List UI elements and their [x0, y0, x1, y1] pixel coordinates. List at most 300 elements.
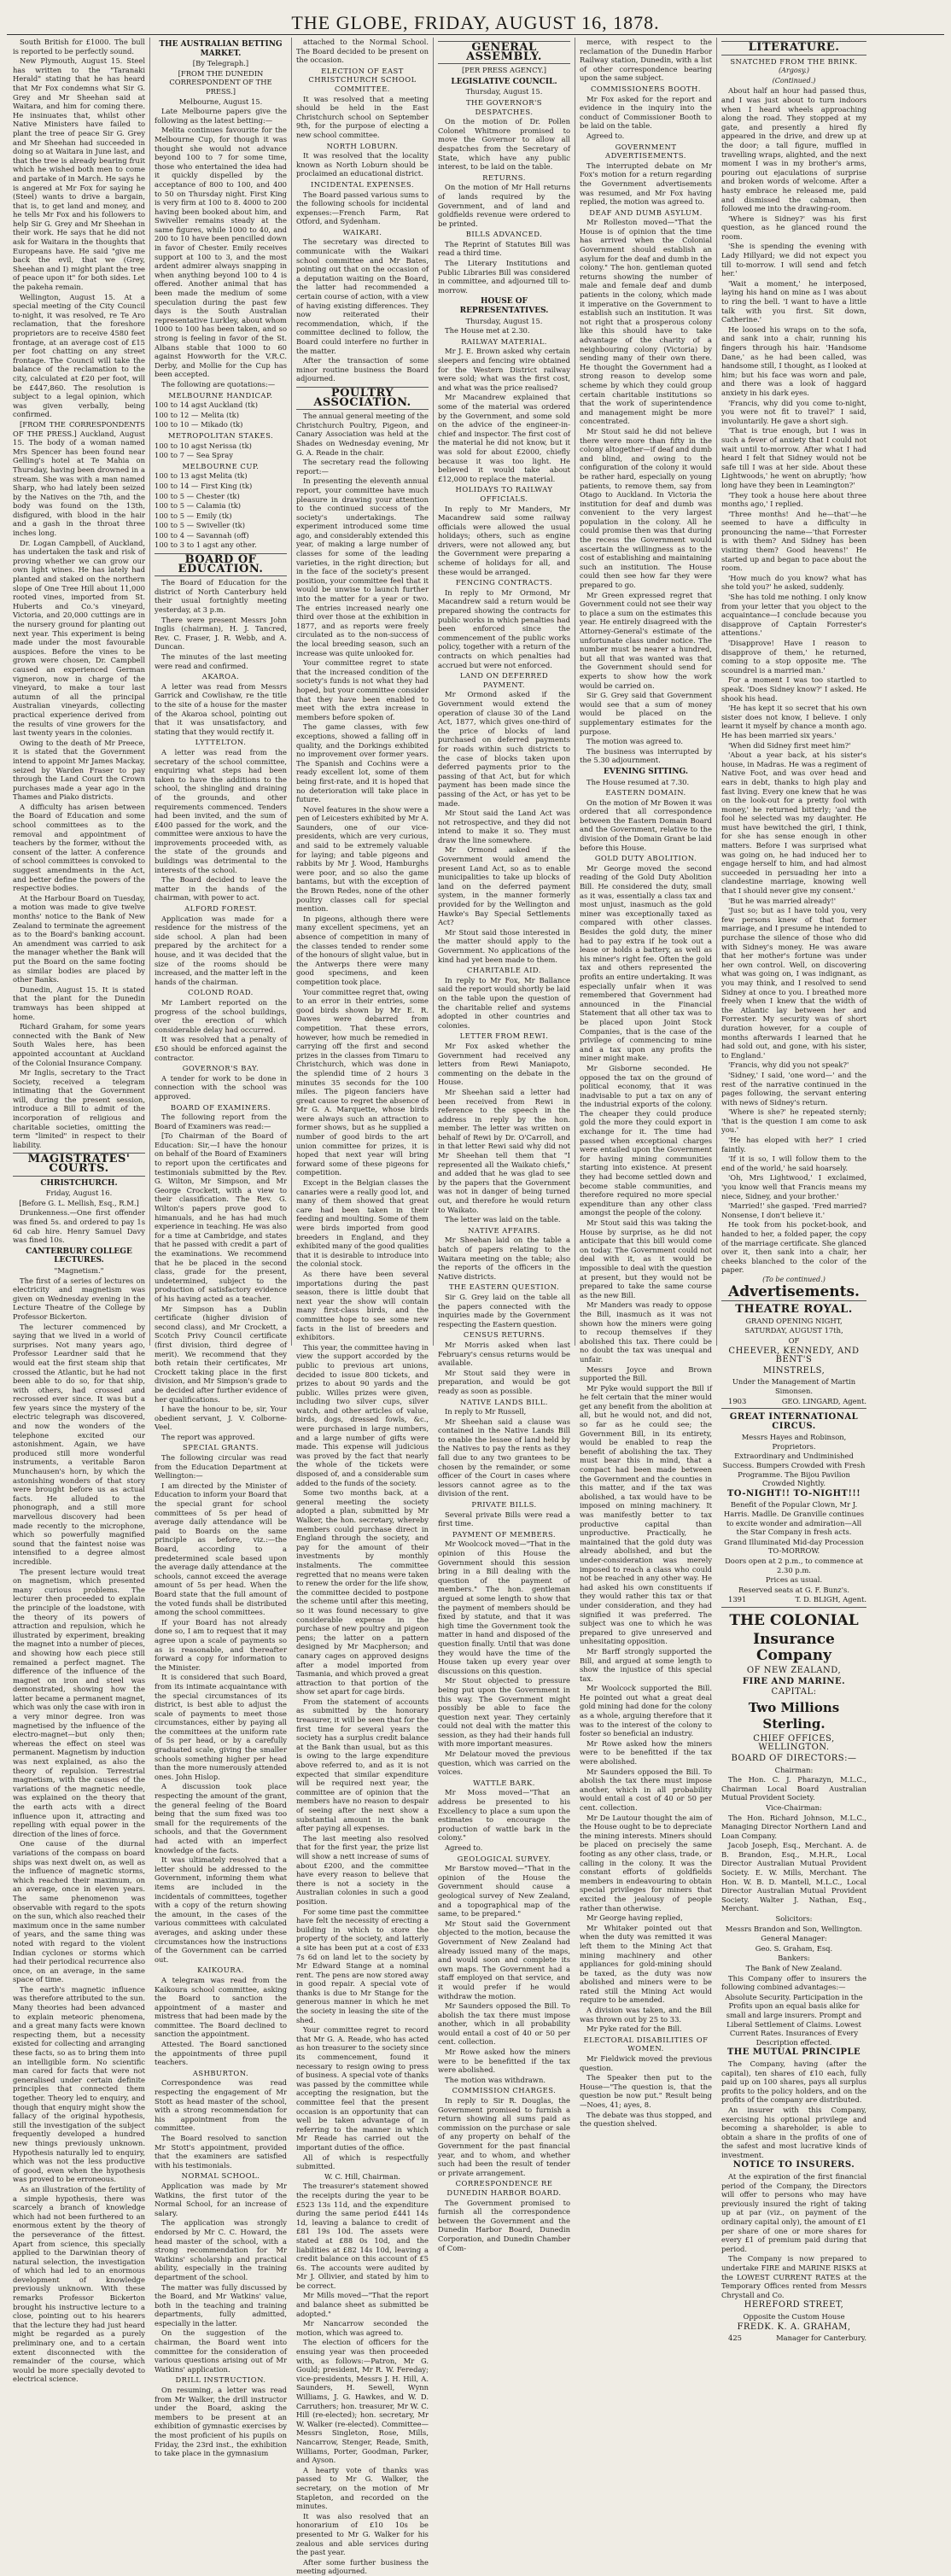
article-paragraph: Mr Sheehan said a clause was contained in the Native Lands Bill to enable the lessee of land held by the Natives to pay the rents as they fall due to any two grantees to be chosen by the remainder, or some officer of the Court in cases where lessors cannot agree as to the division of the rent. [438, 1417, 570, 1498]
bankers-text: The Bank of New Zealand. [745, 1964, 843, 1972]
betting-line: 100 to 13 agst Melita (tk) [155, 471, 248, 481]
story-title: SNATCHED FROM THE BRINK. [730, 56, 858, 66]
article-paragraph: Except in the Belgian classes the canaries were a really good lot, and many of them showed that great care had been taken in their feeding and moulting. Some of them were birds imported from good breeders in England, and they exhibited many of the good qualities that it is desirable to introduce into the colonial stock. [296, 1178, 429, 1269]
article-paragraph: Your committee regret to record that Mr G. A. Reade, who has acted as hon treasurer to the society since its commencement, found it necessary to resign owing to press of business. A special vote of thanks was passed by the committee while accepting the resignation, but the committee feel that the present occasion is an opportunity that can well be taken advantage of in referring to the manner in which Mr Reade has carried out the important duties of the office. [296, 2025, 429, 2152]
article-paragraph: Mr Rowe asked how the miners were to be benefitted if the tax were abolished. [580, 1738, 712, 1767]
article-paragraph: Wellington, August 15. At a special meeting of the City Council to-night, it was resolved, re Te Aro reclamation, that the foreshore proprietors are to receive 4580 feet frontage, at an average cost of £15 per foot chatting on any street frontage. The Council will take the balance of the reclamation to the city, calculated at £20 per foot, will be £447,860. The resolution is subject to a legal opinion, which was given verbally, being confirmed. [13, 292, 145, 419]
article-paragraph: One cause of the diurnal variations of the compass on board ships was next dwelt on, as well as the influence of magnetic storms, which reached their maximum, on an average, once in eleven years. The same phenomenon was observable with regard to the spots on the sun, which also reached their maximum once in the same number of years, and the same thing was noted with regard to the violent Indian cyclones or storms which had their periodical recurrence also once, on an average, in the same space of time. [13, 1839, 145, 1984]
article-paragraph: The earth's magnetic influence was therefore attributed to the sun. Many theories had been advanced to explain meteoric phenomena, and a great many facts were known respecting them, but a necessity existed for collecting and arranging these facts, so as to bring them into an intelligible form. No scientific man cared for facts that were not generalised under certain definite principles that connected them together. Theory led to enquiry, and though that enquiry might show the fallacy of the original hypothesis, still the investigation of the subject frequently developed a hundred new things previously unknown. Hypothesis naturally led to enquiry, which was not the less productive of good, even when the hypothesis was proved to be erroneous. [13, 1984, 145, 2184]
circus-line: Extraordinary and Undiminished Success. Bumpers Crowded with Fresh Programme. The Bijou Pavilion Crowded Nightly. [722, 1452, 866, 1488]
article-paragraph: Mr Woolcock supported the Bill. He pointed out what a great deal gold mining had done for the colony as a whole, arguing therefore that it was to the interest of the colony to foster so beneficial an industry. [580, 1684, 712, 1738]
subheading: LETTER FROM REWI. [459, 1031, 549, 1041]
article-paragraph: As an illustration of the fertility of a simple hypothesis, there was scarcely a branch of knowledge which had not been furthered to an enormous extent by the theory of the perseverance of the fittest. Apart from science, this specially applied to the Darwinian theory of natural selection, the investigation of which had led to an enormous development of knowledge previously unknown. With these remarks Professor Bickerton brought his instructive lecture to a close, pointing out to his hearers that the lecture they had just heard might be regarded as a purely preliminary one, and to a certain extent disconnected with the remainder of the course, which would be more specially devoted to electrical science. [13, 2184, 145, 2384]
agent-line [721, 1595, 866, 1604]
article-paragraph: It was resolved that the locality known as North Loburn should be proclaimed an educational district. [296, 151, 429, 178]
gm-label: General Manager: [761, 1934, 827, 1943]
article-paragraph: Mr Pyke would support the Bill if he felt certain that the miner would get any benefit from the abolition at all, but he would not, and did not, so far as he could see; the Government Bill, in its entirety, would be enabled to reap the benefit of abolishing the tax. They must bear this in mind, that a compact had been made between the Government and the counties in this matter, and if the tax was abolished, a tax would have to be imposed on mining machinery. It was manifestly better to tax productive capital than unproductive. Practically, he maintained that the gold duty was already abolished, and but the under-consideration was merely imposed to reach a class who could not be reached in any other way. He had asked his own constituents if they would rather this tax or that under consideration, and they had signified it was preferred. The subject was one to which he was prepared to give unreserved and unhesitating opposition. [580, 1383, 712, 1646]
insurance-paragraph: Absolute Security. Participation in the Profits upon an equal basis alike for small and large insurers. Prompt and Liberal Settlement of Claims. Lowest Current Rates. Insurances of Every Description effected. [725, 1992, 863, 2047]
story-paragraph: For a moment I was too startled to speak. 'Does Sidney know?' I asked. He shook his head. [721, 675, 866, 703]
article-paragraph: Mr Barff strongly supported the Bill, and argued at some length to show the injustice of this special tax. [580, 1646, 712, 1683]
article-paragraph: The election of officers for the ensuing year was then proceeded with, as follows:—Patron, Mr G. Gould; president, Mr R. W. Fereday; vice-presidents, Messrs J. H. Hill, A. Saunders, H. Sewell, Wynn Williams, J. G. Hawkes, and W. D. Carruthers; hon. treasurer, Mr W. C. Hill (re-elected); hon. secretary, Mr W. Walker (re-elected). Committee—Messrs Singleton, Rose, Mills, Nancarrow, Stenger, Reade, Smith, Williams, Porter, Goodman, Parker, and Ayson. [296, 2338, 429, 2465]
subheading: GOVERNMENT ADVERTISEMENTS. [605, 142, 686, 161]
subheading: KAIKOURA. [197, 1966, 244, 1975]
article-paragraph: Mr Whitaker pointed out that when the duty was remitted it was left them to the Mining Act that mining machinery and other appliances for gold-mining should be taxed, as the duty was now abolished and miners were to be rated still the Mining Act would require to be amended. [580, 1923, 712, 2005]
betting-heading: METROPOLITAN STAKES. [167, 430, 274, 440]
article-paragraph: On the suggestion of the chairman, the Board went into committee for the consideration of various questions arising out of Mr Watkins' application. [155, 2328, 287, 2374]
article-paragraph: [FROM THE CORRESPONDENTS OF THE PRESS.] Auckland, August 15. The body of a woman named Mrs Spencer has been found near Gelling's hotel at Te Mahia on Thursday, having been drowned in a stream. She was with a man named Sharp, who had lately been seized by the Natives on the 7th, and the body was found on the 13th, disfigured, with blood in the hair and a gash in the throat three inches long. [13, 419, 145, 538]
story-paragraph: 'She has told me nothing. I only know from your letter that you object to the acquaintance—I conclude because you disapprove of Captain Forrester's attentions.' [721, 593, 866, 638]
telegraph-line: [By Telegraph.] [192, 59, 249, 68]
article-paragraph: Mr Mills moved—"That the report and balance sheet as submitted be adopted." [296, 2291, 429, 2318]
article-paragraph: The Government promised to furnish all the correspondence between the Government and the Dunedin Harbor Board, Dunedin Corporation, and Dunedin Chamber of Com- [438, 2198, 570, 2252]
insurance-title-2: Insurance Company [753, 1630, 835, 1664]
management-line: Under the Management of Martin Simonsen. [732, 1377, 856, 1395]
section-heading-college: CANTERBURY COLLEGE LECTURES. [26, 1247, 132, 1265]
article-paragraph: The following circular was read from the Education Department at Wellington:— [155, 1453, 287, 1481]
chairman-label: Chairman: [774, 1765, 814, 1774]
article-paragraph: Mr Pyke rated for the Bill. [586, 2024, 682, 2034]
article-paragraph: New Plymouth, August 15. Steel has written to the "Taranaki Herald" stating that he has heard that Mr Fox condemns what Sir G. Grey and Mr Sheehan said at Waitara, and him for coming there. He insinuates that, whilst other Native Ministers have failed to plant the tree of peace Sir G. Grey and Mr Sheehan had succeeded in doing so at Waitara in June last, and that the tree is already bearing fruit which he wished both men to come and partake of in March. He says he is angered at Mr Fox for saying he (Steel) wants to drive a bargain, that is, to get land and money, and he tells Mr Fox and his followers to help Sir G. Grey and Mr Sheehan in their work. He says that he did not ask for Waitara in the thoughts that Europeans have. He said "give me back the evil, that we (Grey, Sheehan and I) might plant the tree of peace upon it" for both sides. Let the pakeha remain. [13, 56, 145, 292]
story-paragraph: 'Francis, why did you not speak?' [728, 1060, 849, 1070]
agency-line: [PER PRESS AGENCY.] [462, 66, 546, 75]
article-paragraph: A telegram was read from the Kaikoura school committee, asking the Board to sanction the appointment of a master and mistress that had been made by the committee. The Board declined to sanction the appointment. [155, 1975, 287, 2039]
article-paragraph: Messrs Joyce and Brown supported the Bill. [580, 1364, 712, 1383]
article-paragraph: Several private Bills were read a first time. [438, 1510, 570, 1528]
subheading: FENCING CONTRACTS. [455, 578, 553, 587]
article-paragraph: Mr Stout said they were in preparation, and would be got ready as soon as possible. [438, 1368, 570, 1395]
article-paragraph: The treasurer's statement showed the receipts during the year to be £523 13s 11d, and the expenditure during the same period £441 14s 1d, leaving a balance to credit of £81 19s 10d. The assets were stated at £88 0s 10d, and the liabilities at £82 14s 10d, leaving a credit balance on this account of £5 6s. The accounts were audited by Mr J. Ollivier, and stated by him to be correct. [296, 2182, 429, 2290]
article-paragraph: Mr Fieldwick moved the previous question. [580, 2054, 712, 2072]
subheading: WAIKARI. [342, 227, 382, 237]
subheading: CORRESPONDENCE RE DUNEDIN HARBOR BOARD. [446, 2179, 562, 2197]
agent-name: T. D. BLIGH, Agent. [795, 1595, 866, 1604]
subheading: AKAROA. [201, 672, 240, 681]
article-paragraph: The secretary read the following report:— [296, 458, 429, 476]
betting-line: 100 to 5 — Calamia (tk) [155, 501, 242, 511]
manager-line [721, 2334, 866, 2343]
article-paragraph: Mr Stout said he did not believe there were more than fifty in the colony altogether—if deaf and dumb and blind, and owing to the configuration of the colony it would be rather hard, especially on young patients, to remove them, say from Otago to Auckland. In Victoria the institution for deaf and dumb was convenient to the very largest population in the colony. All he could promise then was that during the recess the Government would ascertain the willingness as to the cost of establishing and maintaining such an institution. The House could then see how far they were prepared to go. [580, 426, 712, 590]
article-paragraph: After some further business the meeting adjourned. [296, 2557, 429, 2576]
article-paragraph: Drunkenness.—One first offender was fined 5s. and ordered to pay 1s 6d cab hire. Henry Samuel Davy was fined 10s. [13, 1208, 145, 1245]
betting-line: 100 to 12 — Melita (tk) [155, 410, 239, 419]
ad-number: 425 [728, 2334, 742, 2343]
subheading: ASHBURTON. [192, 2068, 249, 2077]
story-paragraph: 'If it is so, I will follow them to the end of the world,' he said hoarsely. [721, 1154, 866, 1172]
article-paragraph: As there have been several importations during the past season, there is little doubt that next year the show will contain many first-class birds, and the committee hope to see some new facts in the list of breeders and exhibitors. [296, 1269, 429, 1342]
article-paragraph: The report was approved. [161, 1432, 255, 1441]
article-paragraph: Agreed to. [586, 131, 625, 140]
subheading: GEOLOGICAL SURVEY. [457, 1854, 551, 1863]
article-paragraph: In reply to Sir R. Douglas, the Government promised to furnish a return showing all sums paid as commission on the purchase or sale of any property on behalf of the Government for the past financial year, and to whom, and whether such had been the result of tender or private arrangement. [438, 2096, 570, 2177]
story-paragraph: 'Oh, Mrs Lightwood,' I exclaimed, 'you know well that Francis means my niece, Sidney, and your brother.' [721, 1173, 866, 1200]
article-paragraph: At the Harbour Board on Tuesday, a motion was made to give twelve months' notice to the Bank of New Zealand to terminate the agreement as to the Board's banking account. An amendment was carried to ask the manager whether the Bank will put the Board on the same footing as similar bodies are placed by other Banks. [13, 893, 145, 984]
columns [9, 38, 944, 2576]
subheading: THE GOVERNOR'S DESPATCHES. [465, 97, 543, 116]
article-paragraph: A letter was read from Messrs Garrick and Cowlishaw, re the title to the site of a house for the master of the Akaroa school, pointing out that it was unsatisfactory, and stating that they would rectify it. [155, 681, 287, 736]
article-paragraph: The Speaker then put to the House—"The question is, that the question be now put." Result being—Noes, 41; ayes, 8. [580, 2073, 712, 2109]
betting-line: 100 to 5 — Chester (tk) [155, 491, 240, 500]
ad-number: 1903 [728, 1396, 747, 1405]
article-paragraph: The first of a series of lectures on electricity and magnetism was given on Wednesday evening in the Lecture Theatre of the College by Professor Bickerton. [13, 1276, 145, 1321]
article-paragraph: The business was interrupted by the 5.30 adjournment. [580, 746, 712, 765]
ad-number: 1391 [728, 1595, 747, 1604]
article-paragraph: Mr De Lautour thought the aim of the House ought to be to depreciate the mining interests. Miners should be placed on precisely the same footing as any other class, trade, or calling in the colony. It was the constant efforts of goldfields members in endeavouring to obtain special privileges for miners that excited the jealousy of people rather than otherwise. [580, 1813, 712, 1913]
article-paragraph: In pigeons, although there were many excellent specimens, yet an absence of competition in many of the classes tended to render some of the honours of slight value, but in the Antwerps there were many good specimens, and keen competition took place. [296, 914, 429, 986]
circus-line: Doors open at 2 p.m., to commence at 2.30 p.m. [725, 1557, 863, 1574]
manager-title: Manager for Canterbury. [776, 2334, 866, 2343]
article-paragraph: A tender for work to be done in connection with the school was approved. [155, 1073, 287, 1101]
article-paragraph: On resuming, a letter was read from Mr Walker, the drill instructor under the Board, asking the members to be present at an exhibition of gymnastic exercises by the most proficient of his pupils on Friday, the 23rd inst., the exhibition to take place in the gymnasium [155, 2386, 287, 2458]
article-paragraph: The present lecture would treat on magnetism, which presented many curious problems. The lecturer then proceeded to explain the principle of the loadstone, with the theory of its powers of attraction and repulsion, which he illustrated by experiment, breaking the magnet into a number of pieces, and showing how each piece still remained a perfect magnet. The difference of the influence of the magnet on iron and steel was demonstrated, showing how the latter became a permanent magnet, which was only the case with iron in a very minor degree. Iron was magnetised by the influence of the electro-magnet—but only then; whereas the effect on steel was permanent. Magnetism by induction was next explained, as also the theory of repulsion. Terrestrial magnetism, with the causes of the variations of the magnetic needle, was explained on the theory that the earth acts with a direct influence upon it, attracting and repelling with equal power in the direction of the lines of force. [13, 1567, 145, 1838]
article-paragraph: The secretary was directed to communicate with the Waikari school committee and Mr Bates, pointing out that on the occasion of a deputation waiting on the Board, the latter had recommended a certain course of action, with a view of having existing differences. They now reiterated their recommendation, which, if the committee declined to follow, the Board could interfere no further in the matter. [296, 237, 429, 355]
article-paragraph: The Board decided to leave the matter in the hands of the chairman, with power to act. [155, 875, 287, 902]
story-paragraph: 'They took a house here about three months ago,' I replied. [721, 490, 866, 509]
to-be-continued: (To be continued.) [762, 1275, 826, 1283]
subheading: BILLS ADVANCED. [465, 230, 543, 239]
betting-line: 100 to 14 — First King (tk) [155, 481, 253, 490]
article-paragraph: Mr George moved the second reading of the Gold Duty Abolition Bill. He considered the duty, small as it was, essentially a class tax and most unjust, inasmuch as the gold miner was exceptionally taxed as compared with other classes. Besides the gold duty, the miner had to pay extra if he took out a lease or holds a battery, as well as his miner's right fee. Often the gold tax and others represented the profits an entire undertaking. It was especially unfair when it was remembered that Government had announced in the Financial Statement that all other tax was to be placed upon Joint Stock Companies, that is the case of the privilege of commencing to mine and a tax upon any profits the miner might make. [580, 863, 712, 1063]
agent-line [721, 1397, 866, 1406]
article-paragraph: Mr Fox asked whether the Government had received any letters from Rewi Maniapoto, commenting on the debate in the House. [438, 1041, 570, 1087]
subheading: INCIDENTAL EXPENSES. [310, 179, 414, 189]
article-paragraph: Mr Rowe asked how the miners were to be benefitted if the tax were abolished. [438, 2047, 570, 2075]
betting-line: 100 to 5 — Emily (tk) [155, 511, 232, 520]
article-paragraph: A difficulty has arisen between the Board of Education and some school committees as to the removal and appointment of teachers by the former, without the consent of the latter. A conference of school committees is convoked to suggest amendments in the Act, and better define the powers of the respective bodies. [13, 802, 145, 893]
article-paragraph: I am directed by the Minister of Education to inform your Board that the special grant for school committees of 5s per head of average daily attendance will be paid to Boards on the same principle as before, viz.:—the Board, according to a predetermined scale based upon the average daily attendance at the schools, cannot exceed the average amount of 5s per head. When the Board state that the full amount of the voted funds shall be distributed among the school committees. [155, 1481, 287, 1617]
date-line: Friday, August 16. [45, 1189, 113, 1198]
insurance-ad [721, 1607, 866, 2343]
article-paragraph: Mr Ormond asked if the Government would amend the present Land Act, so as to enable municipalities to take up blocks of land on the deferred payment system, in the manner formerly provided for by the Wellington and Hawke's Bay Special Settlements Act? [438, 845, 570, 927]
opening-line: GRAND OPENING NIGHT, [745, 1316, 843, 1325]
subheading: BOARD OF EXAMINERS. [170, 1102, 271, 1112]
betting-heading: MELBOURNE HANDICAP. [168, 390, 273, 400]
article-paragraph: Mr Inglis, secretary to the Tract Society, received a telegram intimating that the Government will, during the present session, introduce a Bill to admit of the incorporation of religious and charitable societies, omitting the term "limited" in respect to their liability. [13, 1068, 145, 1149]
article-paragraph: It was ultimately resolved that a letter should be addressed to the Government, informing them what items are included in the incidentals of committees, together with a copy of the return showing the amount, in the cases of the various committees with calculated averages, and asking under these circumstances how the instructions of the Government can be carried out. [155, 1855, 287, 1964]
column-4 [434, 38, 575, 2252]
subheading: DRILL INSTRUCTION. [175, 2375, 266, 2385]
article-paragraph: Novel features in the show were a pen of Leicesters exhibited by Mr A. Saunders, one of our vice-presidents, which are very curious, and said to be extremely valuable for laying; and table pigeons and rabbits by Mr J. Wood, Hamburghs were poor, and so also the game bantams, but with the exception of the Brown Redes, none of the other poultry classes call for special mention. [296, 804, 429, 914]
article-paragraph: Your committee regret that, owing to an error in their entries, some good birds shown by Mr E. R. Dawes were debarred from competition. That these errors, however, how much be remedied in carrying off the first and second prizes in the classes from Timaru to Christchurch, which was done in the splendid time of 2 hours 3 minutes 35 seconds for the 100 miles. The pigeon fanciers have great cause to regret the absence of Mr G. A. Marquette, whose birds were always such an attraction to former shows, but as he supplied a number of good birds to the art union committee for prizes, it is hoped that next year will bring forward some of these pigeons for competition. [296, 987, 429, 1177]
article-paragraph: The following report from the Board of Examiners was read:— [155, 1113, 287, 1130]
column-2 [150, 38, 292, 2458]
article-paragraph: attached to the Normal School. The Board decided to be present on the occasion. [296, 38, 429, 65]
article-paragraph: It was resolved that a penalty of £50 should be enforced against the contractor. [155, 1035, 287, 1062]
betting-line: 100 to 10 agst Nerissa (tk) [155, 441, 252, 450]
section-heading-literature: LITERATURE. [721, 41, 866, 55]
subheading: RETURNS. [482, 172, 526, 182]
circus-ad [721, 1408, 866, 1604]
story-paragraph: 'Married!' she gasped. 'Fred married? Nonsense, I don't believe it.' [721, 1201, 866, 1219]
article-paragraph: The last meeting also resolved that for the first year, the prize list will show a nett increase of sums of about £200, and the committee have every reason to believe that there is not a society in the Australian colonies in such a good position. [296, 1833, 429, 1906]
subheading: DEAF AND DUMB ASYLUM. [589, 207, 703, 217]
subheading: NORTH LOBURN. [326, 141, 399, 150]
article-paragraph: Application was made by Mr Watkins, the first tutor of the Normal School, for an increase of salary. [155, 2181, 287, 2217]
article-paragraph: A division was taken, and the Bill was thrown out by 25 to 33. [580, 2006, 712, 2024]
betting-list [155, 391, 287, 551]
chief-offices: CHIEF OFFICES, WELLINGTON. [753, 1733, 835, 1753]
subheading: RAILWAY MATERIAL. [461, 336, 547, 346]
article-paragraph: Mr Barstow moved—"That in the opinion of the House the Government should cause a geological survey of New Zealand, and a topographical map of the same, to be prepared." [438, 1864, 570, 1919]
agent-name: GEO. LINGARD, Agent. [781, 1396, 866, 1405]
article-paragraph: Mr Stout said those interested in the matter should apply to the Government. No applications of the kind had yet been made to them. [438, 927, 570, 964]
article-paragraph: From the statement of accounts as submitted by the honorary treasurer, it will be seen that for the first time for several years the society has a surplus credit balance at the Bank than usual, but as this is owing to the large expenditure above referred to, and as it is not expected that similar expenditure will be required next year, the committee are of opinion that the members have no reason to despair of seeing after the next show a substantial amount in the bank after paying all expenses. [296, 1697, 429, 1833]
mutual-heading: THE MUTUAL PRINCIPLE [726, 2047, 861, 2058]
article-paragraph: In presenting the eleventh annual report, your committee have much pleasure in drawing your attention to the continued success of the society's undertakings. The experiment introduced some time ago, and considerably extended this year, of making a large number of classes for some of the leading varieties, in the right direction; but in the face of the society's present position, your committee feel that it would be unwise to launch further into the matter for a year or two. The entries increased nearly one third over those at the exhibition in 1877, and as reports were freely circulated as to the non-success of the local breeding season, such an increase was quite unlooked for. [296, 476, 429, 657]
date-line: Melbourne, August 15. [178, 96, 263, 106]
article-paragraph: Dr. Logan Campbell, of Auckland, has undertaken the task and risk of proving whether we can grow our own light wines. He has lately had planted and staked on the northern slope of One Tree Hill about 11,000 rooted vines, imported from St. Huberts and Co.'s vineyard, Victoria, and 20,000 cuttings are in the nursery ground for planting out next year. This experiment is being made under the most favourable auspices. Before the vines to be grown were chosen, Dr. Campbell caused an experienced German vigneron, now in charge of the vineyard, to make a tour last autumn of all the principal Australian vineyards, collecting practical experience derived from the results of vine growers for the last twenty years in the colonies. [13, 538, 145, 738]
betting-line: 100 to 5 — Swiveller (tk) [155, 521, 245, 530]
story-paragraph: 'Disapprove! Have I reason to disapprove of them,' he returned, coming to a stop opposite me. 'The scoundrel is a married man.' [721, 639, 866, 675]
article-paragraph: For some time past the committee have felt the necessity of erecting a building in which to store the property of the society, and latterly a site has been put at a cost of £33 7s 6d on land let to the society by Mr Edward Stange at a nominal rent. The pens are now stored away in good repair. A special vote of thanks is due to Mr Stange for the generous manner in which he met the society in leasing the site of the shed. [296, 1907, 429, 2024]
subheading: EASTERN DOMAIN. [605, 788, 686, 797]
story-paragraph: 'Francis, why did you come to-night, you were not fit to travel?' I said, involuntarily. He gave a short sigh. [721, 398, 866, 425]
subheading: GOLD DUTY ABOLITION. [594, 854, 697, 863]
article-paragraph: Sir G. Grey laid on the table all the papers connected with the inquiries made by the Government respecting the Eastern question. [438, 1292, 570, 1329]
insurance-paragraph: This Company offer to insurers the following combined advantages:— [721, 1973, 866, 1992]
article-paragraph: The application was strongly endorsed by Mr C. C. Howard, the head master of the school, with a strong recommendation for Mr Watkins' scholarship and practical ability, especially in the training department of the school. [155, 2218, 287, 2281]
subheading: COMMISSIONERS BOOTH. [591, 84, 701, 93]
article-paragraph: After the transaction of some minor routine business the Board adjourned. [296, 356, 429, 383]
subheading: ELECTORAL DISABILITIES OF WOMEN. [583, 2035, 709, 2053]
circus-line: Grand Illuminated Mid-day Procession TO-MORROW. [724, 1537, 864, 1556]
advertisements-heading: Advertisements. [728, 1282, 860, 1300]
article-paragraph: A letter was read from the secretary of the school committee, enquiring what steps had been taken to have the additions to the school, the shingling and draining of the grounds, and other requirements commenced. Tenders had been invited, and the sum of £400 passed for the work, and the committee were anxious to have the improvements proceeded with, as the state of the grounds and buildings was detrimental to the interests of the school. [155, 747, 287, 874]
solicitors-text: Messrs Brandon and Son, Wellington. [725, 1924, 863, 1933]
article-paragraph: Mr Morris asked when last February's census returns would be available. [438, 1340, 570, 1368]
subheading: EVENING SITTING. [604, 767, 688, 776]
section-heading-betting: THE AUSTRALIAN BETTING MARKET. [159, 40, 283, 58]
article-paragraph: This year, the committee having in view the support accorded by the public to previous art unions, decided to issue 800 tickets, and prizes to about 90 yards and the public. Willes prizes were given, including two silver cups, silver watch, and other articles of value, birds, dogs, dressed fowls, &c., were purchased in large numbers, and a large number of gifts were made. This expense will judicious was proved by the fact that nearly the whole of the tickets were disposed of, and a considerable sum added to the funds of the society. [296, 1342, 429, 1487]
subheading: ELECTION OF EAST CHRISTCHURCH SCHOOL COMMITTEE. [308, 66, 417, 93]
story-paragraph: 'Where is Sidney?' was his first question, as he glanced round the room. [721, 213, 866, 241]
vice-text: The Hon. Richard Johnson, M.L.C., Managing Director Northern Land and Loan Company. [721, 1813, 866, 1840]
article-paragraph: The Literary Institutions and Public Libraries Bill was considered in committee, and adjourned till to-morrow. [438, 259, 570, 295]
article-paragraph: Mr Stout said the Land Act was not retrospective, and they did not intend to make it so. They must draw the line somewhere. [438, 809, 570, 844]
article-paragraph: It was also resolved that an honorarium of £10 10s be presented to Mr G. Walker for his zealous and able services during the past year. [296, 2511, 429, 2557]
circus-proprietors: Messrs Hayes and Robinson, Proprietors. [741, 1433, 847, 1451]
story-paragraph: 'Where is she?' he repeated sternly; 'that is the question I am come to ask you.' [721, 1107, 866, 1135]
tonight-banner: TO-NIGHT!! TO-NIGHT!!! [726, 1488, 861, 1498]
section-heading-poultry: POULTRY ASSOCIATION. [296, 387, 429, 410]
article-paragraph: Mr Green expressed regret that Government could not see their way to place a sum on the estimates this year. He entirely disagreed with the Attorney-General's estimate of the unfortunate class under notice. The number must be nearer a hundred, but all that was wanted was that the Government should send for experts to show how the work would be carried on. [580, 590, 712, 690]
article-paragraph: The matter was fully discussed by the Board, and Mr Watkins' value, both in the teaching and training departments, fully admitted, especially in the latter. [155, 2282, 287, 2328]
article-paragraph: Late Melbourne papers give the following as the latest betting:— [155, 107, 287, 125]
address-opposite: Opposite the Custom House [743, 2311, 845, 2321]
circus-title: GREAT INTERNATIONAL CIRCUS. [729, 1412, 859, 1431]
article-paragraph: On the motion of Mr Bowen it was ordered that all correspondence between the Eastern Domain Board and the Government, relative to the division of the Domain Grant be laid before this House. [580, 797, 712, 852]
article-paragraph: I have the honour to be, sir, Your obedient servant, J. V. Colborne-Veel. [155, 1405, 287, 1432]
subheading: NATIVE LANDS BILL. [460, 1397, 548, 1406]
insurance-paragraph: At the expiration of the first financial period of the Company, the Directors will offer to persons who may have previously insured the right of taking up at par (viz., on payment of the ordinary capital only), the amount of £1 per share of one or more shares for every £1 of premium paid during that period. [721, 2172, 866, 2253]
subheading: CHARITABLE AID. [467, 966, 541, 975]
article-paragraph: In reply to Mr Manders, Mr Macandrew said some railway officials were allowed the usual holidays; others, such as engine drivers, were not allowed any, but the Government were preparing a scheme of holidays for all, and these would be arranged. [438, 504, 570, 576]
story-paragraph: He took from his pocket-book, and handed to her, a folded paper, the copy of the marriage certificate. She glanced over it, then sank into a chair, her cheeks blanched to the color of the paper. [721, 1220, 866, 1275]
article-paragraph: It was resolved that a meeting should be held in the East Christchurch school on September 9th, for the purpose of electing a new school committee. [296, 94, 429, 139]
betting-line: 100 to 10 — Mikado (tk) [155, 420, 243, 429]
directors-list: Jacob Joseph, Esq., Merchant. A. de B. Brandon, Esq., M.H.R., Local Director Australian Mutual Provident Society. E. W. Mills, Merchant. The Hon. W. B. D. Mantell, M.L.C., Local Director Australian Mutual Provident Society. Walter J. Nathan, Esq., Merchant. [721, 1841, 866, 1913]
article-paragraph: It is considered that such Board, from its intimate acquaintance with the special circumstances of its district, is best able to adjust the scale of payments to meet those circumstances, either by paying all the committees at the uniform rate of 5s per head, or by a carefully graduated scale, giving the smaller schools something higher per head than the more numerously attended ones. John Hislop. [155, 1673, 287, 1781]
subheading: HOLIDAYS TO RAILWAY OFFICIALS. [455, 485, 553, 503]
insurance-title-1: THE COLONIAL [729, 1611, 859, 1629]
story-paragraph: He loosed his wraps on to the sofa, and sank into a chair, running his fingers through his hair. 'Handsome Dane,' as he had been called, was handsome still, I thought, as I looked at him; but his face was worn and pale, and there was a look of haggard anxiety in his dark eyes. [721, 324, 866, 397]
subheading: LYTTELTON. [195, 738, 247, 747]
article-paragraph: The annual general meeting of the Christchurch Poultry, Pigeon, and Canary Association was held at the Shades on Wednesday evening, Mr G. A. Reade in the chair. [296, 412, 429, 457]
article-paragraph: Mr Sheehan laid on the table a batch of papers relating to the Waitara meeting on the table; also the reports of the officers in the Native districts. [438, 1235, 570, 1281]
article-paragraph: All of which is respectfully submitted. [296, 2153, 429, 2171]
capital-amount: Two Millions Sterling. [748, 1699, 840, 1732]
column-3 [292, 38, 434, 2576]
article-paragraph: In reply to Mr Fox, Mr Ballance said the report would shortly be laid on the table upon the question of the charitable relief and systems adopted in other countries and colonies. [438, 975, 570, 1030]
article-paragraph: The following are quotations:— [161, 379, 276, 388]
article-paragraph: Mr Stout said the Government objected to the motion, because the Government of New Zealand had already issued many of the maps, and would soon and complete its own maps. The Government had a staff employed on that service, and it would prefer if he would withdraw the motion. [438, 1919, 570, 2001]
subheading: ALFORD FOREST. [184, 904, 257, 914]
date-line: SATURDAY, AUGUST 17th, [744, 1326, 843, 1335]
troupe-name: CHEEVER, KENNEDY, AND BENT'S [728, 1346, 860, 1365]
article-paragraph: If your Board has not already done so, I am to request that it may agree upon a scale of payments so as is reasonable, and thereafter forward a copy for information to the Minister. [155, 1617, 287, 1672]
betting-line: 100 to 3 to 1 agst any other. [155, 540, 257, 550]
article-paragraph: Mr Nancarrow seconded the motion, which was agreed to. [296, 2319, 429, 2337]
betting-heading: MELBOURNE CUP. [182, 461, 260, 470]
subheading: WATTLE BARK. [473, 1778, 535, 1787]
circus-line: Benefit of the Popular Clown, Mr J. Harris. Madlle. De Granville continues to excite wonder and admiration—All the Star Company in fresh acts. [723, 1500, 865, 1537]
article-paragraph: A hearty vote of thanks was passed to Mr G. Walker, the secretary, on the motion of Mr Stapleton, and recorded on the minutes. [296, 2465, 429, 2511]
from-line: [FROM THE DUNEDIN CORRESPONDENT OF THE PRESS.] [169, 68, 272, 96]
masthead: THE GLOBE, FRIDAY, AUGUST 16, 1878. [7, 12, 944, 35]
subheading: GOVERNOR'S BAY. [182, 1064, 260, 1073]
subheading: CHRISTCHURCH. [40, 1178, 118, 1188]
article-paragraph: The lecturer commenced by saying that we lived in a world of surprises. Not many years ago, Professor Leardner said that he would eat the first steam ship that crossed the Atlantic, but he had not been able to do so, for that ship, with others, had crossed and recrossed ever since. It was but a few years since the mystery of the electric telegraph was discovered, and now the wonders of the telephone excited our astonishment. Again, we have produced still more wonderful instruments, a veritable Baron Munchausen's horn, by which the astonishing wonders of that story were brought before us as actual facts. He alluded to the phonograph, and a still more marvellous discovery had been made recently to the microphone, which so powerfully magnified sound that the faintest noise was intensified to a degree almost incredible. [13, 1322, 145, 1566]
insurance-type: FIRE AND MARINE. [742, 1676, 846, 1686]
story-paragraph: 'When did Sidney first meet him?' [728, 740, 851, 750]
article-paragraph: On the motion of Dr. Pollen Colonel Whitmore promised to move the Governor to allow all despatches from the Secretary of State, which have any public interest, to be laid on the table. [438, 117, 570, 172]
article-paragraph: Mr Saunders opposed the Bill. To abolish the tax there must impose another, which in all probability would entail a cost of 40 or 50 per cent. collection. [580, 1767, 712, 1812]
article-paragraph: In reply to Mr Russell, [445, 1407, 527, 1417]
column-6 [717, 38, 871, 2343]
manager-name: FREDK. K. A. GRAHAM, [737, 2322, 851, 2332]
story-paragraph: 'But he was married already!' [728, 896, 836, 905]
column-5 [575, 38, 717, 2129]
betting-line: 100 to 14 agst Auckland (tk) [155, 400, 258, 410]
article-paragraph: On the motion of Mr Hall returns of lands required by the Government, and of land and goldfields revenue were ordered to be printed. [438, 183, 570, 228]
article-paragraph: Mr George having replied, [586, 1913, 683, 1923]
article-paragraph: The Board resolved to sanction Mr Stott's appointment, provided that the examiners are satisfied with his testimonials. [155, 2134, 287, 2170]
theatre-title: THEATRE ROYAL. [735, 1303, 853, 1317]
continued-label: (Continued.) [772, 76, 816, 85]
gm-text: Geo. S. Graham, Esq. [755, 1943, 833, 1953]
insurance-paragraph: An insurer with this Company, exercising his optional privilege and becoming a shareholder, is able to obtain a share in the profits of one of the safest and most lucrative kinds of investment. [721, 2105, 866, 2159]
article-paragraph: Dunedin, August 15. It is stated that the plant for the Dunedin tramways has been shipped at home. [13, 984, 145, 1021]
article-paragraph: Mr Ormond asked if the Government would extend the operation of clause 30 of the Land Act, 1877, which gives one-third of the price of blocks of land purchased on deferred payments for roads within such districts to the case of blocks taken upon deferred payments prior to the passing of that Act, but for which payment has been made since the passing of the Act, or has yet to be made. [438, 690, 570, 808]
insurance-paragraph: The Company is now prepared to undertake FIRE and MARINE RISKS at the LOWEST CURRENT RATES at the Temporary Offices rented from Messrs Chrystall and Co. [721, 2254, 866, 2299]
solicitors-label: Solicitors: [775, 1914, 813, 1924]
of-line: OF [788, 1335, 800, 1345]
article-paragraph: Some two months back, at a general meeting the society adopted a plan, submitted by Mr Walker, the hon. secretary, whereby members could purchase direct in England through the society, and pay for the amount of their investments by monthly instalments. The committee regretted that no means were taken to renew the order for the life show, the committee decided to postpone the scheme until after this meeting, so it was found necessary to give considerable expense in the purchase of new poultry and pigeon pens; the latter on a pattern designed by Mr Macpherson; and canary cages on approved designs after a model imported from Tasmania, and which proved a great attraction to that portion of the show set apart for cage birds. [296, 1488, 429, 1697]
notice-heading: NOTICE TO INSURERS. [732, 2160, 855, 2170]
story-paragraph: About half an hour had passed thus, and I was just about to turn indoors when I heard wheels approaching along the road. They stopped at my gate, and presently a hired fly appeared in the drive, and drew up at the door; a tall figure, muffled in travelling wraps, alighted, and the next moment I was in my brother's arms, pouring out ejaculations of surprise and broken words of welcome. After a hasty embrace he released me, paid and dismissed the cabman, then followed me into the drawing-room. [721, 86, 866, 213]
article-paragraph: Your committee regret to state that the increased condition of the society's funds is not what they had hoped, but your committee consider that they have been enabled to meet with the extra increase in members before spoken of. [296, 658, 429, 721]
article-paragraph: The House met at 2.30. [445, 326, 530, 336]
article-paragraph: The motion was agreed to. [586, 737, 684, 746]
subheading: NATIVE AFFAIRS. [468, 1225, 540, 1235]
section-heading-magistrates: MAGISTRATES' COURTS. [13, 1153, 145, 1176]
subheading: COMMISSION CHARGES. [452, 2086, 557, 2095]
article-paragraph: Sir G. Grey said that Government would see that a sum of money would be placed on the supplementary estimates for the purpose. [580, 691, 712, 736]
article-paragraph: Mr Moss moved—"That an address be presented to his Excellency to place a sum upon the estimates to encourage the production of wattle bark in the colony." [438, 1788, 570, 1843]
story-paragraph: 'Wait a moment,' he interposed, laying his hand on mine as I was about to ring the bell. 'I want to have a little talk with you first. Sit down, Catherine.' [721, 278, 866, 324]
insurance-paragraph: The Company, having (after the capital), ten shares of £10 each, fully paid up on 100 shares, pays all surplus profits to the policy holders, and on the profits of the company are distributed. [721, 2059, 866, 2105]
article-paragraph: Agreed to. [445, 1843, 483, 1852]
story-paragraph: 'He has eloped with her?' I cried faintly. [721, 1136, 866, 1154]
article-paragraph: Mr Gisborne seconded. He opposed the tax on the ground of political economy, that it was inadvisable to put a tax on any of the industrial exports of the colony. The cheaper they could produce gold the more they could export in exchange for it. The time had passed when exceptional charges were entailed upon the Government for having mining communities starting into existence. At present they had become settled down and become stable communities, and therefore required no more special expenditure than any other class amongst the people of the colony. [580, 1063, 712, 1218]
article-paragraph: Richard Graham, for some years connected with the Bank of New South Wales here, has been appointed accountant at Auckland of the Colonial Insurance Company. [13, 1022, 145, 1067]
article-paragraph: The House resumed at 7.30. [586, 777, 690, 786]
prices-line: Prices as usual. [765, 1575, 823, 1585]
article-paragraph: Mr Saunders opposed the Bill. To abolish the tax there must impose another, which in all probability would entail a cost of 40 or 50 per cent. collection. [438, 2001, 570, 2047]
article-paragraph: The letter was laid on the table. [445, 1215, 561, 1224]
subheading: THE EASTERN QUESTION. [448, 1282, 560, 1292]
subheading: SPECIAL GRANTS. [182, 1443, 260, 1452]
article-paragraph: Application was made for a residence for the mistress of the side school. A plan had been prepared by the architect for a house, and it was decided that the size of the rooms should be increased, and the matter left in the hands of the chairman. [155, 914, 287, 986]
bankers-label: Bankers: [778, 1954, 810, 1963]
article-paragraph: Mr Fox asked for the report and evidence in the inquiry into the conduct of Commissioner Booth to be laid on the table. [580, 94, 712, 131]
column-1 [9, 38, 150, 2384]
capital-label: CAPITAL: [771, 1687, 817, 1697]
article-paragraph: There were present Messrs John Inglis (chairman), H. J. Tancred, Rev. C. Fraser, J. R. Webb, and A. Duncan. [155, 615, 287, 651]
article-paragraph: In reply to Mr Ormond, Mr Macandrew said a return would be prepared showing the contracts for public works in which penalties had been enforced since the commencement of the public works policy, together with a return of the contracts on which penalties had accrued but were not enforced. [438, 587, 570, 669]
article-paragraph: The motion was withdrawn. [445, 2075, 546, 2084]
address-street: HEREFORD STREET, [744, 2300, 844, 2310]
article-paragraph: Mr Manders was ready to oppose the Bill, inasmuch as it was not shown how the miners were going to recoup themselves if they abolished this tax. There could be no doubt the tax was unequal and unfair. [580, 1300, 712, 1364]
article-paragraph: Mr Stout said this was taking the House by surprise, as he did not anticipate that this bill would come on today. The Government could not deal with it, as it would be impossible to deal with the question at present, but they would not be prepared to take the same course as the new Bill. [580, 1218, 712, 1300]
section-heading-board: BOARD OF EDUCATION. [155, 553, 287, 576]
article-paragraph: Mr Rolleston moved—"That the House is of opinion that the time has arrived when the Colonial Government should establish an asylum for the deaf and dumb in the colony." The hon. gentleman quoted returns showing the number of male and female deaf and dumb patients in the colony, which made it imperative on the Government to establish such an institution. It was not right that a prosperous colony like this should have to take advantage of the charity of a neighbouring colony (Victoria) by sending many of their own there. He thought the Government had a strong reason to develop some scheme by which they could group certain charitable institutions so that the work of superintendence and management might be more concentrated. [580, 218, 712, 426]
section-heading-assembly: GENERAL ASSEMBLY. [438, 41, 570, 64]
article-paragraph: Correspondence was read respecting the engagement of Mr Stott as head master of the school, with a strong recommendation for his appointment from the committee. [155, 2078, 287, 2133]
subheading: LAND ON DEFERRED PAYMENT. [459, 671, 549, 689]
reserved-line: Reserved seats at G. F. Bunz's. [738, 1585, 849, 1594]
article-paragraph: The Board passed various sums to the following schools for incidental expenses:—French Farm, Rat Otford, and Sydenham. [296, 190, 429, 226]
story-paragraph: 'She is spending the evening with Lady Hillyard; we did not expect you till to-morrow. I will send and fetch her.' [721, 242, 866, 278]
vice-label: Vice-Chairman: [766, 1802, 822, 1812]
article-paragraph: The interrupted debate on Mr Fox's motion for a return regarding the Government advertisements was resumed, and Mr Fox having replied, the motion was agreed to. [580, 161, 712, 207]
article-paragraph: The Reprint of Statutes Bill was read a third time. [438, 239, 570, 258]
story-paragraph: 'Three months! And he—that'—he seemed to have a difficulty in pronouncing the name—'that Forrester is with them? And Sidney has been visiting them? Good heavens!' He started up and began to pace about the room. [721, 509, 866, 573]
subheading: COLOND ROAD. [188, 988, 254, 997]
before-line: [Before G. L. Mellish, Esq., R.M.] [19, 1198, 139, 1207]
story-paragraph: 'About a year back, at his sister's house, in Madras. He was a regiment of Native Foot, and was over head and ears in debt, thanks to high play and fast living. Every one knew that he was on the look-out for a pretty fool with money,' he returned bitterly; 'and the fool he selected was my daughter. He must have bewitched the girl, I think, for she has sense enough in other matters. Before I was surprised what was going on, he had induced her to engage herself to him, and had almost succeeded in persuading her into a clandestine marriage, knowing well that I should never give my consent.' [721, 751, 866, 896]
board-directors: BOARD OF DIRECTORS:— [731, 1753, 857, 1763]
lecture-title: "Magnetism." [54, 1265, 104, 1275]
theatre-ad [721, 1300, 866, 1405]
article-paragraph: Mr Lambert reported on the progress of the school buildings, over the erection of which considerable delay had occurred. [155, 997, 287, 1034]
article-paragraph: Mr Sheehan said a letter had been received from Rewi in reference to the speech in the address in reply by the hon. member. The letter was written on behalf of Rewi by Dr. O'Carroll, and in that letter Rewi said why did not Mr Sheehan tell them that "I represented all the Waikato chiefs," and added that he was glad to see by the papers that the Government was not in danger of being turned out, and therefore he would return to Waikato. [438, 1087, 570, 1214]
article-paragraph: The minutes of the last meeting were read and confirmed. [155, 652, 287, 670]
story-paragraph: 'He has kept it so secret that his own sister does not know, I believe. I only learnt it myself by chance a month ago. He has been married six years.' [721, 704, 866, 739]
article-paragraph: A discussion took place respecting the amount of the grant, the general feeling of the Board being that the sum fixed was too small for the requirements of the schools, and that the Government had acted with an imperfect knowledge of the facts. [155, 1782, 287, 1855]
article-paragraph: South British for £1000. The bull is reported to be perfectly sound. [13, 38, 145, 55]
article-paragraph: The game classes, with few exceptions, showed a falling off in quality, and the Dorkings exhibited no improvement over former years. The Spanish and Cochins were a ready excellent lot, some of them being first-rate, and it is hoped that no deterioration will take place in future. [296, 722, 429, 804]
story-paragraph: 'How much do you know? what has she told you?' he asked, suddenly. [721, 573, 866, 592]
betting-line: 100 to 4 — Savannah (off) [155, 530, 249, 540]
article-paragraph: The debate was thus stopped, and the question shelved. [580, 2110, 712, 2129]
article-paragraph: Attested. The Board sanctioned the appointments of three pupil teachers. [155, 2040, 287, 2067]
subheading: NORMAL SCHOOL. [181, 2171, 260, 2181]
subheading: CENSUS RETURNS. [463, 1330, 546, 1340]
signature-line: W. C. Hill, Chairman. [324, 2171, 401, 2181]
article-paragraph: Melita continues favourite for the Melbourne Cup, for though it was thought she would not advance beyond 100 to 7 for some time, those who entertained the idea had it quickly dispelled by the acceptance of 800 to 100, and 400 to 50 on Thursday night. First King is very firm at 100 to 8. 4000 to 200 having been booked about him, and Swiveller remains steady at the same figures, while 1000 to 40, and 200 to 10 have been pencilled down in favor of Chester. Emily receives support at 100 to 3, and the most ardent admirer always snapping in when anything beyond 100 to 4 is offered. Another animal that has been made the medium of some speculation during the past few days is the South Australian representative Lurkley, about whom 1000 to 100 has been taken, and so strong is feeling in favor of the St. Albans stable that 1000 to 60 against Howworth for the V.R.C. Derby, and Mollie for the Cup has been accepted. [155, 126, 287, 379]
article-paragraph: merce, with respect to the reclamation of the Dunedin Harbor Railway station, Dunedin, with a list of other correspondence bearing upon the same subject. [580, 38, 712, 83]
date-line: Thursday, August 15. [465, 87, 543, 96]
